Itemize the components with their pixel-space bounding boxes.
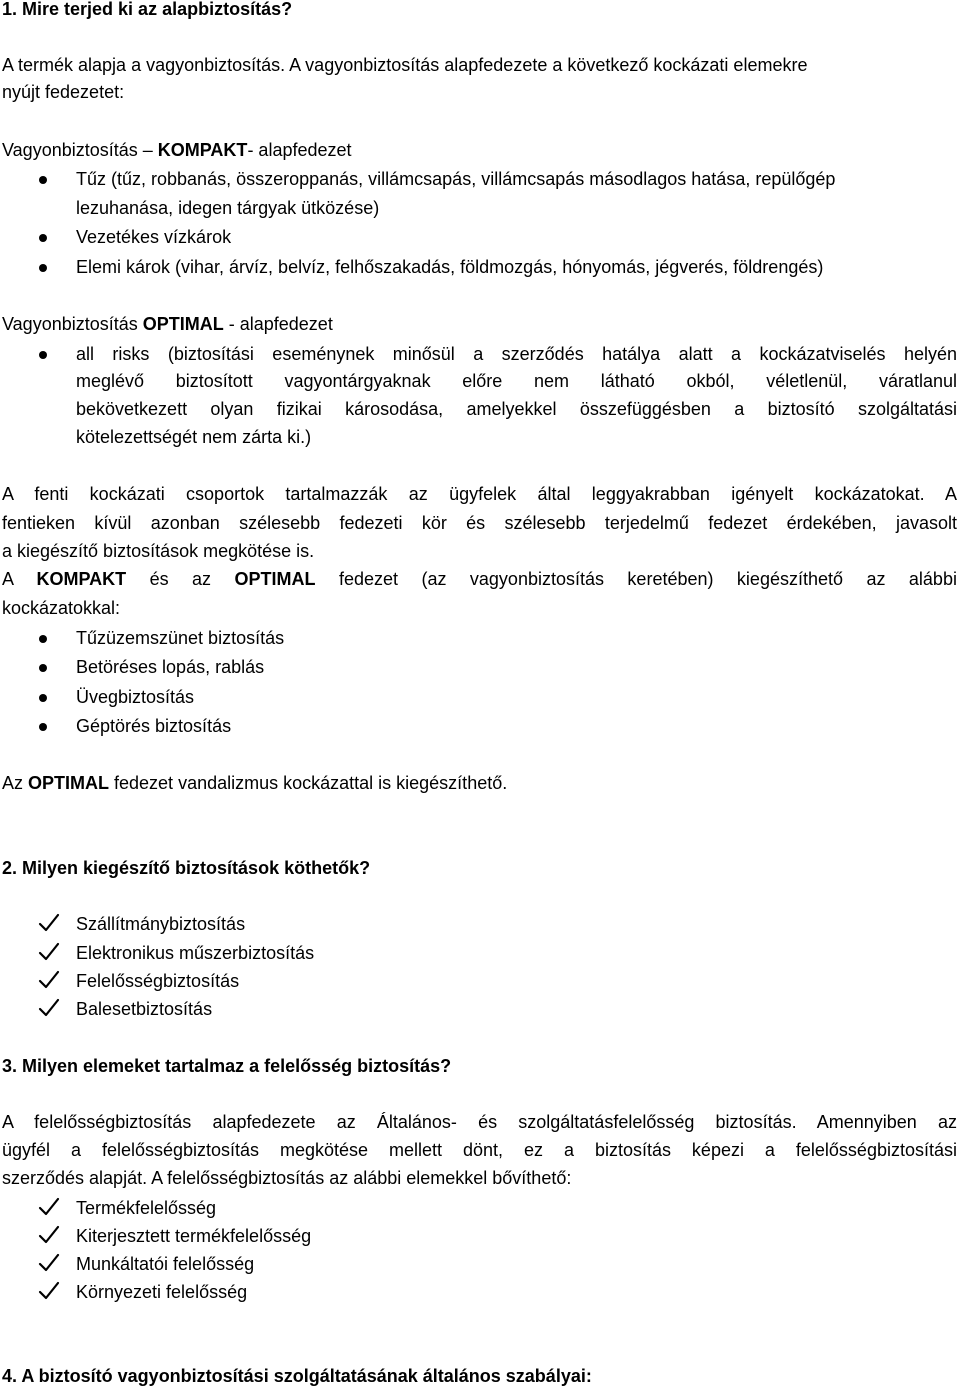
checkmark-icon <box>38 997 60 1019</box>
bullet-icon <box>39 351 47 359</box>
paragraph-2-optimal: OPTIMAL <box>234 569 316 589</box>
paragraph-3-line-3: szerződés alapját. A felelősségbiztosítás az alábbi elemekkel bővíthető: <box>2 1168 572 1188</box>
checkmark-icon <box>38 912 60 934</box>
addon-item: Géptörés biztosítás <box>76 716 232 736</box>
supplementary-item: Felelősségbiztosítás <box>76 971 240 991</box>
section-1-heading: 1. Mire terjed ki az alapbiztosítás? <box>2 0 293 19</box>
intro-text-line-1: A termék alapja a vagyonbiztosítás. A vagyonbiztosítás alapfedezete a következő kockázati elemekre <box>2 55 808 75</box>
intro-text-line-2: nyújt fedezetet: <box>2 82 125 102</box>
kompakt-item-1-line-2: lezuhanása, idegen tárgyak ütközése) <box>76 198 380 218</box>
optimal-subheading <box>2 313 333 335</box>
liability-item: Kiterjesztett termékfelelősség <box>76 1226 312 1246</box>
optimal-item-line-3: bekövetkezett olyan fizikai károsodása, amelyekkel összefüggésben a biztosító szolgáltatási <box>76 399 957 419</box>
paragraph-1-line-1: A fenti kockázati csoportok tartalmazzák az ügyfelek által leggyakrabban igényelt kockázatokat. A <box>2 484 957 504</box>
paragraph-2-a: A <box>2 569 14 589</box>
supplementary-item: Balesetbiztosítás <box>76 999 213 1019</box>
checkmark-icon <box>38 1196 60 1218</box>
vandalism-note <box>2 772 507 794</box>
bullet-icon <box>39 635 47 643</box>
kompakt-item-3: Elemi károk (vihar, árvíz, belvíz, felhőszakadás, földmozgás, hónyomás, jégverés, földrengés) <box>76 257 824 277</box>
optimal-item-line-1: all risks (biztosítási eseménynek minősül a szerződés hatálya alatt a kockázatviselés helyén <box>76 344 957 364</box>
kompakt-suffix: - alapfedezet <box>247 140 352 160</box>
paragraph-2-line-2: kockázatokkal: <box>2 598 121 618</box>
checkmark-icon <box>38 1280 60 1302</box>
optimal-prefix: Vagyonbiztosítás <box>2 314 143 334</box>
addon-item: Tűzüzemszünet biztosítás <box>76 628 285 648</box>
checkmark-icon <box>38 969 60 991</box>
addon-item: Betöréses lopás, rablás <box>76 657 265 677</box>
section-4-heading: 4. A biztosító vagyonbiztosítási szolgáltatásának általános szabályai: <box>2 1366 592 1386</box>
checkmark-icon <box>38 1252 60 1274</box>
bullet-icon <box>39 264 47 272</box>
vandalism-prefix: Az <box>2 773 29 793</box>
optimal-name: OPTIMAL <box>142 314 224 334</box>
paragraph-1-line-3: a kiegészítő biztosítások megkötése is. <box>2 541 315 561</box>
paragraph-2-line-1 <box>2 568 957 590</box>
supplementary-item: Elektronikus műszerbiztosítás <box>76 943 315 963</box>
paragraph-3-line-1: A felelősségbiztosítás alapfedezete az Általános- és szolgáltatásfelelősség biztosítás. Amennyiben az <box>2 1112 957 1132</box>
kompakt-item-2: Vezetékes vízkárok <box>76 227 232 247</box>
paragraph-2-kompakt: KOMPAKT <box>36 569 127 589</box>
bullet-icon <box>39 234 47 242</box>
vandalism-optimal: OPTIMAL <box>28 773 110 793</box>
kompakt-item-1-line-1: Tűz (tűz, robbanás, összeroppanás, villámcsapás, villámcsapás másodlagos hatása, repülőgép <box>76 169 836 189</box>
paragraph-1-line-2: fentieken kívül azonban szélesebb fedezeti kör és szélesebb terjedelmű fedezet érdekében, javasolt <box>2 513 957 533</box>
bullet-icon <box>39 664 47 672</box>
liability-item: Termékfelelősség <box>76 1198 217 1218</box>
kompakt-name: KOMPAKT <box>157 140 248 160</box>
section-3-heading: 3. Milyen elemeket tartalmaz a felelősség biztosítás? <box>2 1056 452 1076</box>
paragraph-2-es-az: és az <box>149 569 212 589</box>
section-2-heading: 2. Milyen kiegészítő biztosítások köthetők? <box>2 858 371 878</box>
kompakt-prefix: Vagyonbiztosítás – <box>2 140 158 160</box>
vandalism-suffix: fedezet vandalizmus kockázattal is kiegészíthető. <box>109 773 508 793</box>
optimal-item-line-4: kötelezettségét nem zárta ki.) <box>76 427 312 447</box>
bullet-icon <box>39 176 47 184</box>
optimal-suffix: - alapfedezet <box>223 314 333 334</box>
paragraph-2-rest: fedezet (az vagyonbiztosítás keretében) kiegészíthető az alábbi <box>338 569 957 589</box>
checkmark-icon <box>38 1224 60 1246</box>
liability-item: Környezeti felelősség <box>76 1282 248 1302</box>
paragraph-3-line-2: ügyfél a felelősségbiztosítás megkötése mellett dönt, ez a biztosítás képezi a felelősségbiztosítási <box>2 1140 957 1160</box>
bullet-icon <box>39 694 47 702</box>
bullet-icon <box>39 723 47 731</box>
kompakt-subheading <box>2 139 352 161</box>
optimal-item-line-2: meglévő biztosított vagyontárgyaknak előre nem látható okból, véletlenül, váratlanul <box>76 371 957 391</box>
supplementary-item: Szállítmánybiztosítás <box>76 914 246 934</box>
addon-item: Üvegbiztosítás <box>76 687 195 707</box>
liability-item: Munkáltatói felelősség <box>76 1254 255 1274</box>
checkmark-icon <box>38 941 60 963</box>
